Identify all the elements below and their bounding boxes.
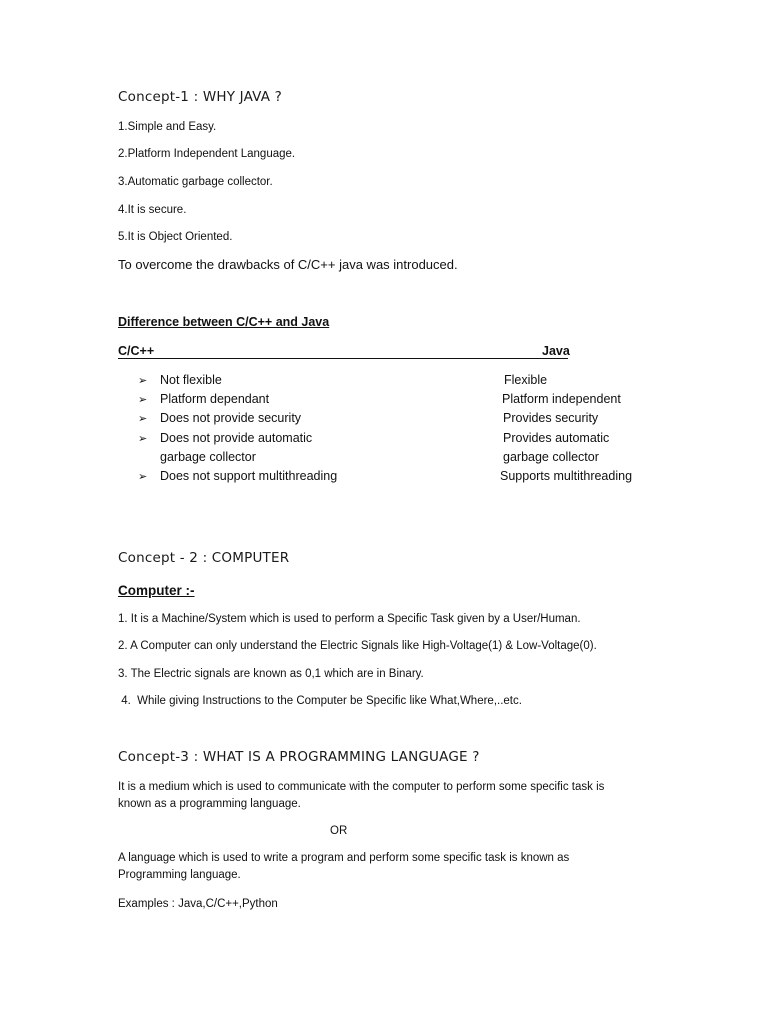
header-underline	[118, 358, 568, 359]
concept1-point-1: 1.Simple and Easy.	[118, 121, 217, 133]
examples-line: Examples : Java,C/C++,Python	[118, 898, 278, 910]
arrow-bullet-icon: ➢	[138, 394, 148, 406]
arrow-bullet-icon: ➢	[138, 413, 148, 425]
java-feature: Platform independent	[502, 392, 621, 406]
java-feature: Provides automatic	[503, 431, 610, 445]
java-feature: Supports multithreading	[500, 469, 633, 483]
definition-1-line-2: known as a programming language.	[118, 798, 301, 810]
definition-2-line-1: A language which is used to write a program and perform some specific task is known as	[118, 852, 570, 864]
definition-2-line-2: Programming language.	[118, 869, 241, 881]
concept2-title: Concept - 2 : COMPUTER	[118, 550, 290, 566]
concept2-point-4: 4. While giving Instructions to the Computer be Specific like What,Where,..etc.	[118, 695, 522, 707]
concept2-point-3: 3. The Electric signals are known as 0,1 which are in Binary.	[118, 668, 424, 680]
concept1-point-2: 2.Platform Independent Language.	[118, 148, 296, 160]
concept1-point-4: 4.It is secure.	[118, 204, 187, 216]
concept2-point-2: 2. A Computer can only understand the Electric Signals like High-Voltage(1) & Low-Voltage(0).	[118, 640, 597, 652]
arrow-bullet-icon: ➢	[138, 471, 148, 483]
concept1-point-5: 5.It is Object Oriented.	[118, 231, 233, 243]
computer-subheading: Computer :-	[118, 583, 195, 598]
difference-heading: Difference between C/C++ and Java	[118, 315, 330, 329]
cpp-feature: Does not support multithreading	[160, 469, 338, 483]
arrow-bullet-icon: ➢	[138, 375, 148, 387]
concept1-title: Concept-1 : WHY JAVA ?	[118, 89, 283, 105]
concept2-point-1: 1. It is a Machine/System which is used to perform a Specific Task given by a User/Human.	[118, 613, 581, 625]
cpp-feature: Does not provide automatic	[160, 431, 313, 445]
cpp-feature: Not flexible	[160, 373, 222, 387]
concept1-point-3: 3.Automatic garbage collector.	[118, 176, 273, 188]
cpp-feature-continued: garbage collector	[160, 450, 256, 464]
column-header-java: Java	[542, 344, 570, 358]
concept1-summary: To overcome the drawbacks of C/C++ java was introduced.	[118, 257, 458, 272]
concept3-title: Concept-3 : WHAT IS A PROGRAMMING LANGUAGE ?	[118, 749, 480, 765]
java-feature: Flexible	[504, 373, 548, 387]
arrow-bullet-icon: ➢	[138, 433, 148, 445]
or-separator: OR	[330, 825, 348, 837]
column-header-cpp: C/C++	[118, 344, 155, 358]
java-feature: Provides security	[503, 411, 599, 425]
cpp-feature: Platform dependant	[160, 392, 270, 406]
java-feature-continued: garbage collector	[503, 450, 599, 464]
definition-1-line-1: It is a medium which is used to communicate with the computer to perform some specific task is	[118, 781, 605, 793]
cpp-feature: Does not provide security	[160, 411, 302, 425]
